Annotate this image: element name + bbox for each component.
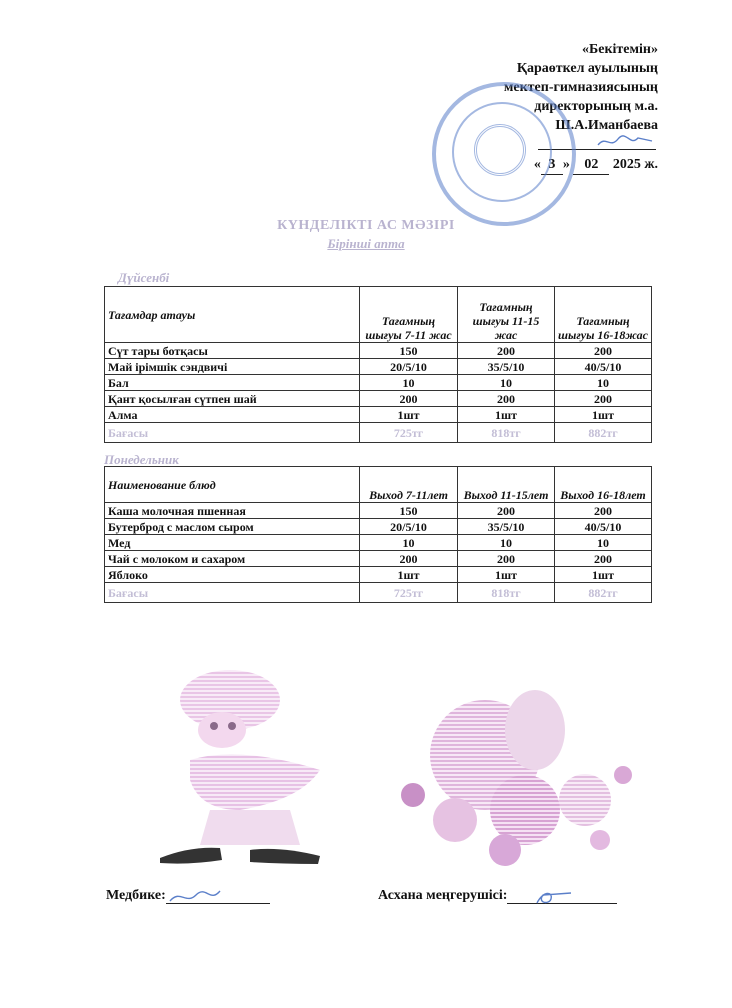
table-row	[105, 519, 652, 535]
table-row	[105, 567, 652, 583]
portion-7-11: 200	[360, 391, 458, 407]
menu-title: КҮНДЕЛІКТІ АС МӘЗІРІ	[277, 218, 455, 233]
fruit-illustration-icon	[395, 680, 645, 875]
table-header-row	[105, 467, 652, 503]
dish-name: Алма	[105, 407, 360, 423]
portion-7-11: 200	[360, 551, 458, 567]
chef-illustration-icon	[150, 660, 370, 875]
table-header-row	[105, 287, 652, 343]
portion-7-11: 10	[360, 535, 458, 551]
approval-line-1: Қараөткел ауылының	[516, 61, 658, 76]
dish-name: Сүт тары ботқасы	[105, 343, 360, 359]
portion-16-18: 40/5/10	[555, 519, 652, 535]
header-dish: Наименование блюд	[105, 467, 360, 503]
portion-11-15: 1шт	[458, 567, 555, 583]
portion-16-18: 200	[555, 551, 652, 567]
portion-11-15: 10	[458, 375, 555, 391]
approval-name: Ш.А.Иманбаева	[555, 118, 658, 133]
dish-name: Қант қосылған сүтпен шай	[105, 391, 360, 407]
price-16-18: 882тг	[555, 423, 652, 443]
day-label-russian: Понедельник	[104, 452, 179, 467]
price-label: Бағасы	[105, 583, 360, 603]
dish-name: Бутерброд с маслом сыром	[105, 519, 360, 535]
table-row	[105, 343, 652, 359]
portion-7-11: 20/5/10	[360, 519, 458, 535]
dish-name: Яблоко	[105, 567, 360, 583]
header-age-16-18: Выход 16-18лет	[555, 467, 652, 503]
date-month: 02	[573, 155, 609, 175]
table-row	[105, 391, 652, 407]
price-label: Бағасы	[105, 423, 360, 443]
menu-week: Бірінші апта	[327, 236, 405, 251]
menu-table-russian	[104, 466, 652, 603]
table-row	[105, 535, 652, 551]
menu-table-kazakh	[104, 286, 652, 443]
stamp-emblem-icon	[474, 124, 526, 176]
portion-16-18: 1шт	[555, 407, 652, 423]
portion-7-11: 150	[360, 343, 458, 359]
date-year: 2025 ж.	[612, 157, 658, 172]
dish-name: Каша молочная пшенная	[105, 503, 360, 519]
approval-title: «Бекітемін»	[581, 42, 658, 57]
portion-11-15: 200	[458, 503, 555, 519]
portion-11-15: 200	[458, 551, 555, 567]
official-stamp-icon	[432, 82, 576, 226]
portion-7-11: 10	[360, 375, 458, 391]
portion-11-15: 200	[458, 391, 555, 407]
price-11-15: 818тг	[458, 423, 555, 443]
price-row	[105, 423, 652, 443]
dish-name: Май ірімшік сэндвичі	[105, 359, 360, 375]
portion-7-11: 150	[360, 503, 458, 519]
portion-11-15: 35/5/10	[458, 359, 555, 375]
portion-16-18: 1шт	[555, 567, 652, 583]
dish-name: Мед	[105, 535, 360, 551]
price-row	[105, 583, 652, 603]
portion-11-15: 35/5/10	[458, 519, 555, 535]
portion-11-15: 10	[458, 535, 555, 551]
nurse-label: Медбике:	[106, 888, 166, 903]
header-age-11-15: Выход 11-15лет	[458, 467, 555, 503]
header-age-7-11: Тағамның шығуы 7-11 жас	[360, 287, 458, 343]
portion-7-11: 1шт	[360, 567, 458, 583]
dish-name: Бал	[105, 375, 360, 391]
table-row	[105, 359, 652, 375]
header-dish: Тағамдар атауы	[105, 287, 360, 343]
table-row	[105, 375, 652, 391]
price-7-11: 725тг	[360, 423, 458, 443]
portion-16-18: 200	[555, 503, 652, 519]
approval-line-3: директорының м.а.	[534, 99, 658, 114]
price-11-15: 818тг	[458, 583, 555, 603]
canteen-head-label: Асхана меңгерушісі:	[378, 888, 508, 903]
header-age-7-11: Выход 7-11лет	[360, 467, 458, 503]
canteen-head-signature-line	[507, 889, 617, 904]
portion-11-15: 1шт	[458, 407, 555, 423]
approval-line-2: мектеп-гимназиясының	[503, 80, 658, 95]
nurse-signature-line	[166, 889, 270, 904]
price-16-18: 882тг	[555, 583, 652, 603]
canteen-head-signature	[378, 888, 617, 904]
portion-7-11: 20/5/10	[360, 359, 458, 375]
portion-16-18: 200	[555, 343, 652, 359]
portion-16-18: 40/5/10	[555, 359, 652, 375]
day-label-kazakh: Дүйсенбі	[118, 270, 170, 285]
portion-16-18: 200	[555, 391, 652, 407]
nurse-signature	[106, 888, 270, 904]
table-row	[105, 503, 652, 519]
price-7-11: 725тг	[360, 583, 458, 603]
portion-7-11: 1шт	[360, 407, 458, 423]
portion-11-15: 200	[458, 343, 555, 359]
table-row	[105, 407, 652, 423]
portion-16-18: 10	[555, 535, 652, 551]
date-day: 3	[541, 155, 563, 175]
header-age-11-15: Тағамның шығуы 11-15 жас	[458, 287, 555, 343]
table-row	[105, 551, 652, 567]
portion-16-18: 10	[555, 375, 652, 391]
approval-date: « 3 » 02 2025 ж.	[504, 155, 658, 175]
dish-name: Чай с молоком и сахаром	[105, 551, 360, 567]
header-age-16-18: Тағамның шығуы 16-18жас	[555, 287, 652, 343]
